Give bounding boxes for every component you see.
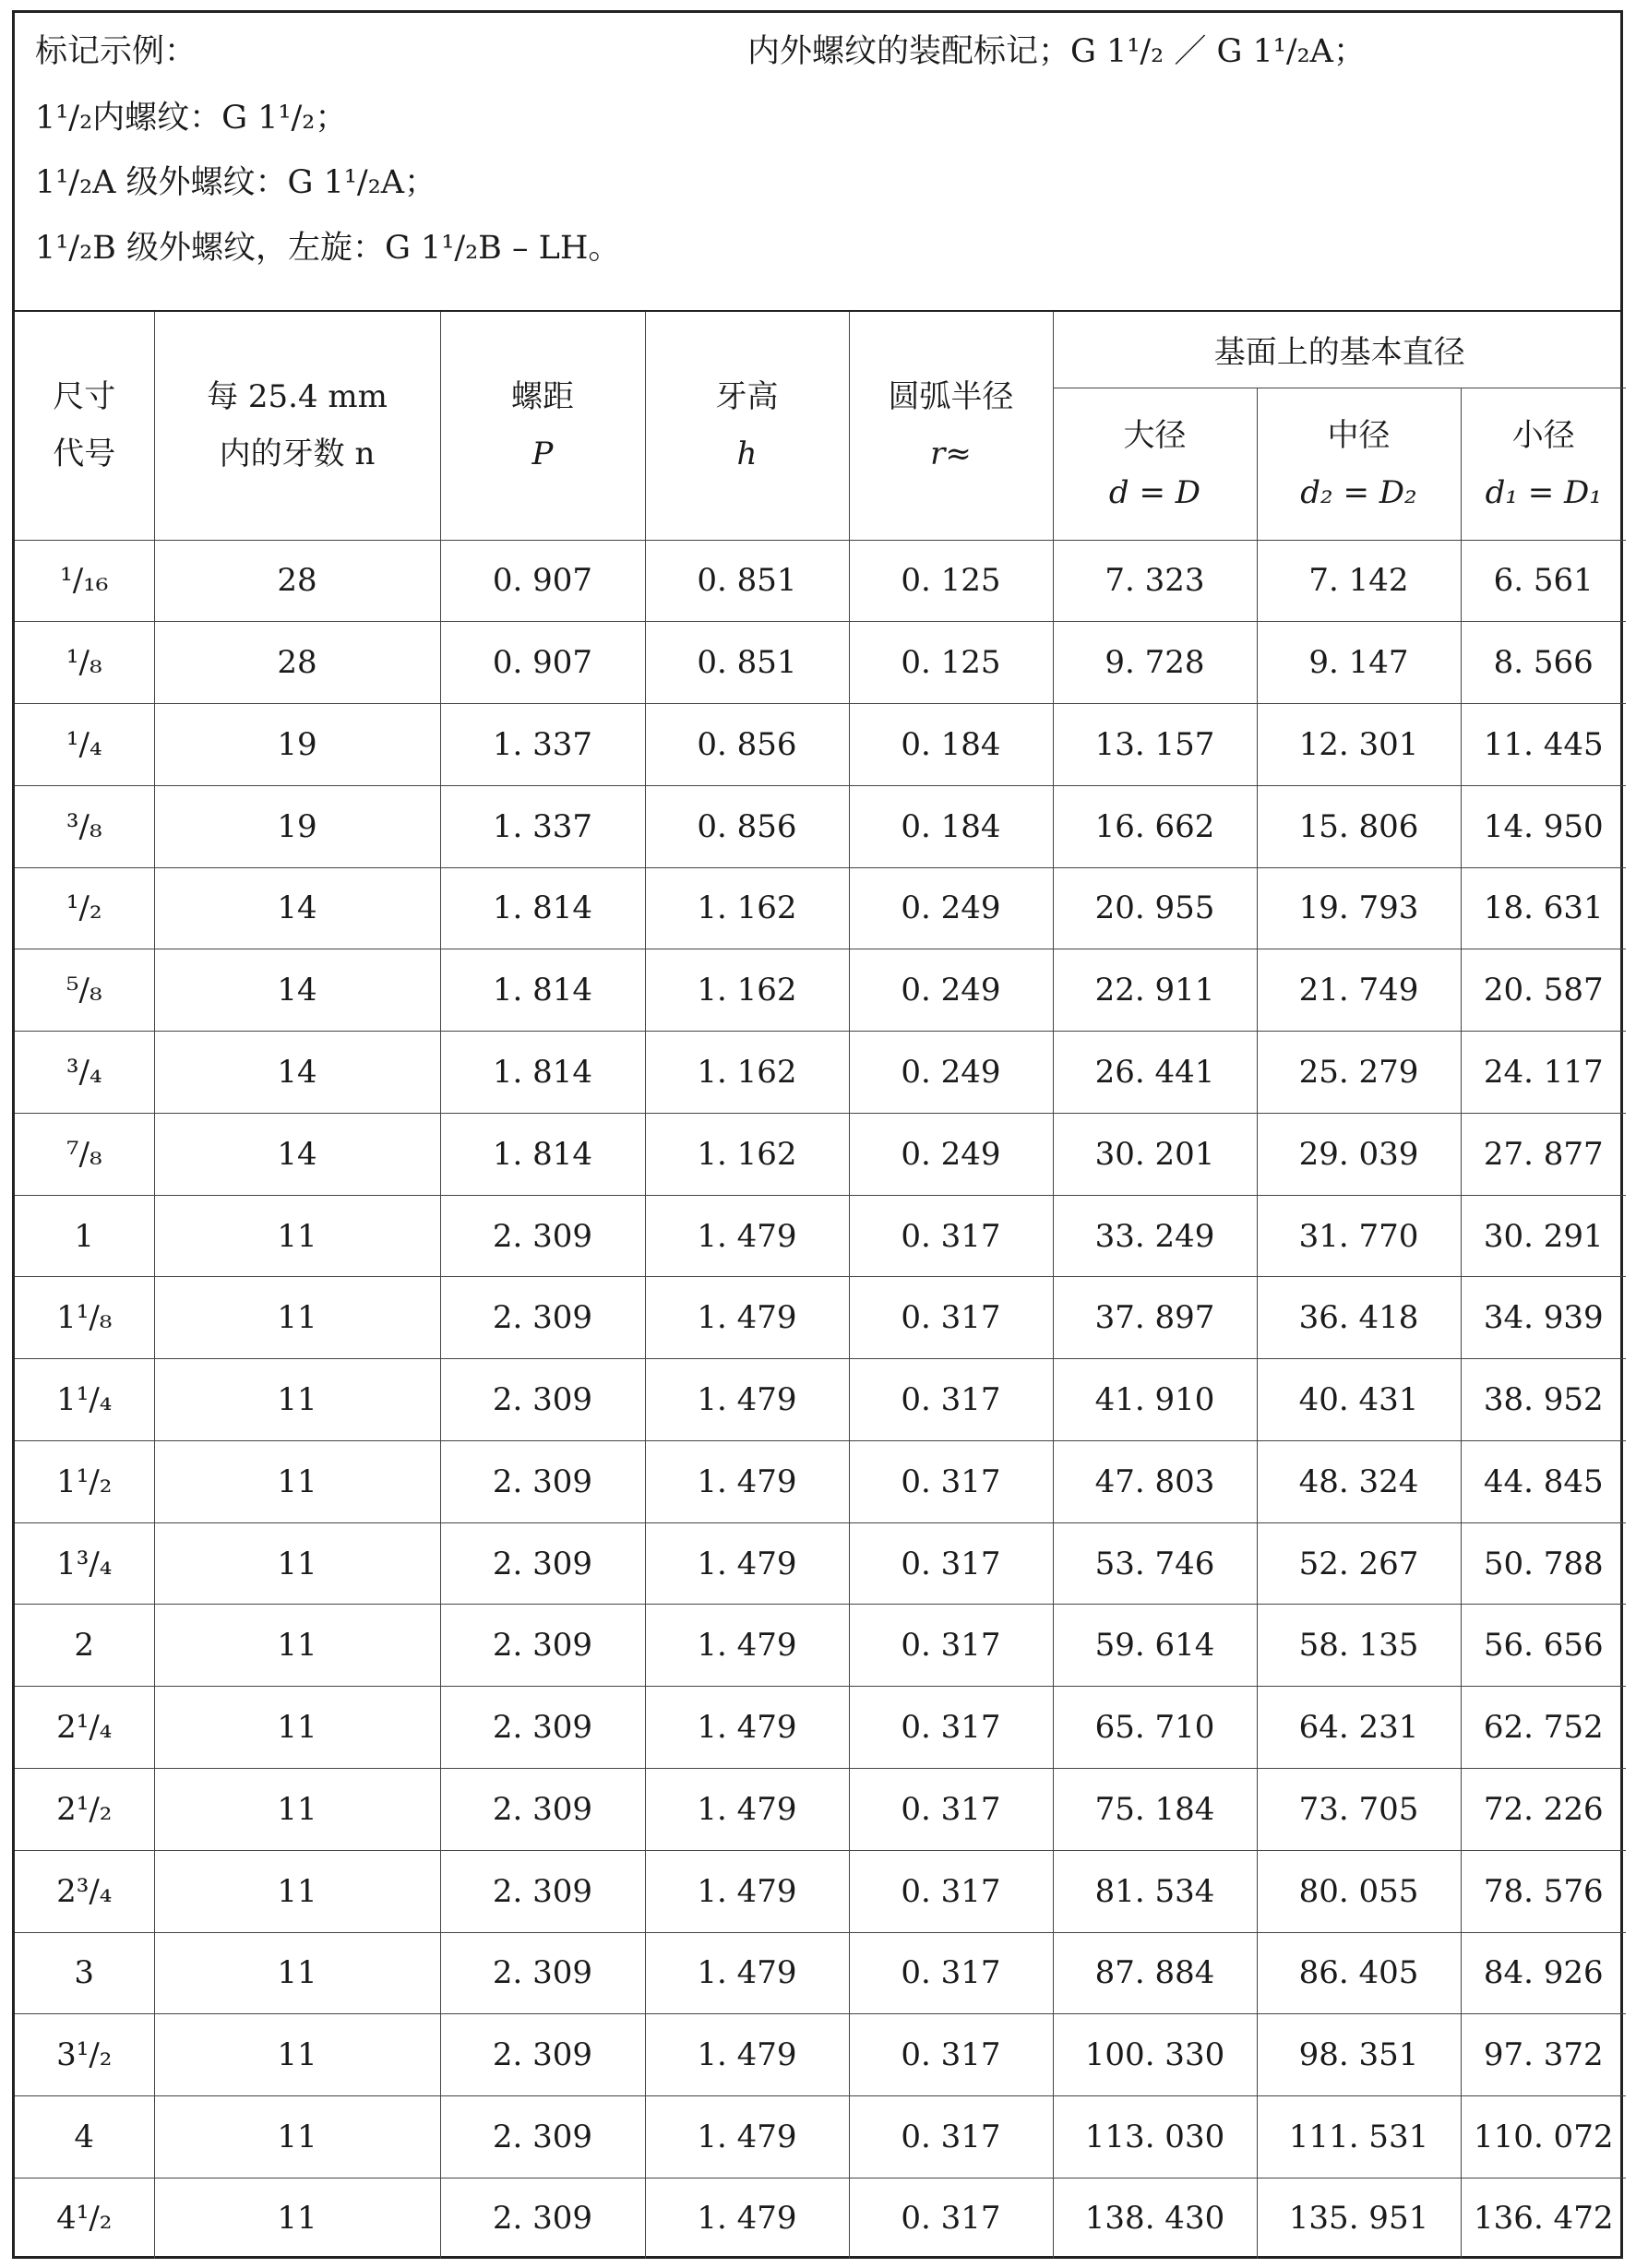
minor-diameter-cell: 62. 752 xyxy=(1461,1687,1626,1769)
pitch-diameter-cell: 98. 351 xyxy=(1257,2014,1461,2096)
size-code-cell: 2¹/₄ xyxy=(15,1687,154,1769)
marking-examples xyxy=(15,13,1620,312)
height-cell: 1. 479 xyxy=(645,1277,849,1359)
class-b-left-hand-marking: 1¹/₂B 级外螺纹，左旋：G 1¹/₂B – LH。 xyxy=(35,230,621,267)
height-cell: 0. 856 xyxy=(645,704,849,786)
threads-cell: 11 xyxy=(154,1687,440,1769)
pitch-diameter-cell: 73. 705 xyxy=(1257,1768,1461,1850)
radius-cell: 0. 317 xyxy=(849,1277,1053,1359)
pitch-diameter-cell: 19. 793 xyxy=(1257,867,1461,949)
pitch-diameter-cell: 7. 142 xyxy=(1257,540,1461,622)
thread-spec-sheet xyxy=(12,10,1623,2259)
size-code-cell: 2¹/₂ xyxy=(15,1768,154,1850)
pitch-diameter-cell: 58. 135 xyxy=(1257,1605,1461,1687)
table-row xyxy=(15,1687,1626,1769)
minor-diameter-cell: 38. 952 xyxy=(1461,1359,1626,1441)
threads-cell: 11 xyxy=(154,1195,440,1277)
minor-diameter-cell: 30. 291 xyxy=(1461,1195,1626,1277)
height-cell: 1. 162 xyxy=(645,867,849,949)
pitch-cell: 2. 309 xyxy=(440,1605,645,1687)
pitch-cell: 2. 309 xyxy=(440,2096,645,2178)
radius-cell: 0. 249 xyxy=(849,1113,1053,1195)
header-minor-diameter: 小径 d₁ = D₁ xyxy=(1461,388,1626,540)
radius-cell: 0. 317 xyxy=(849,1195,1053,1277)
major-diameter-cell: 75. 184 xyxy=(1053,1768,1257,1850)
pitch-cell: 1. 814 xyxy=(440,1113,645,1195)
radius-cell: 0. 317 xyxy=(849,2096,1053,2178)
height-cell: 1. 479 xyxy=(645,2178,849,2259)
table-row xyxy=(15,1113,1626,1195)
pitch-diameter-cell: 135. 951 xyxy=(1257,2178,1461,2259)
pitch-cell: 1. 337 xyxy=(440,704,645,786)
radius-cell: 0. 249 xyxy=(849,1032,1053,1114)
radius-cell: 0. 317 xyxy=(849,1605,1053,1687)
pitch-diameter-cell: 40. 431 xyxy=(1257,1359,1461,1441)
threads-cell: 14 xyxy=(154,949,440,1032)
minor-diameter-cell: 24. 117 xyxy=(1461,1032,1626,1114)
minor-diameter-cell: 11. 445 xyxy=(1461,704,1626,786)
header-threads-per-inch: 每 25.4 mm 内的牙数 n xyxy=(154,312,440,540)
height-cell: 1. 479 xyxy=(645,1932,849,2014)
threads-cell: 28 xyxy=(154,622,440,704)
height-cell: 0. 851 xyxy=(645,622,849,704)
threads-cell: 11 xyxy=(154,1605,440,1687)
pitch-diameter-cell: 48. 324 xyxy=(1257,1440,1461,1522)
height-cell: 1. 479 xyxy=(645,1359,849,1441)
major-diameter-cell: 13. 157 xyxy=(1053,704,1257,786)
size-code-cell: ¹/₁₆ xyxy=(15,540,154,622)
minor-diameter-cell: 50. 788 xyxy=(1461,1522,1626,1605)
size-code-cell: 4 xyxy=(15,2096,154,2178)
pitch-cell: 2. 309 xyxy=(440,2178,645,2259)
table-row xyxy=(15,1195,1626,1277)
major-diameter-cell: 65. 710 xyxy=(1053,1687,1257,1769)
table-row xyxy=(15,622,1626,704)
pitch-cell: 2. 309 xyxy=(440,1932,645,2014)
table-row xyxy=(15,1932,1626,2014)
minor-diameter-cell: 44. 845 xyxy=(1461,1440,1626,1522)
major-diameter-cell: 53. 746 xyxy=(1053,1522,1257,1605)
height-cell: 1. 479 xyxy=(645,1605,849,1687)
radius-cell: 0. 317 xyxy=(849,2014,1053,2096)
major-diameter-cell: 81. 534 xyxy=(1053,1850,1257,1932)
threads-cell: 11 xyxy=(154,1768,440,1850)
size-code-cell: ⁷/₈ xyxy=(15,1113,154,1195)
header-pitch-diameter: 中径 d₂ = D₂ xyxy=(1257,388,1461,540)
size-code-cell: 1¹/₈ xyxy=(15,1277,154,1359)
pitch-diameter-cell: 12. 301 xyxy=(1257,704,1461,786)
size-code-cell: ¹/₈ xyxy=(15,622,154,704)
minor-diameter-cell: 110. 072 xyxy=(1461,2096,1626,2178)
size-code-cell: 1¹/₄ xyxy=(15,1359,154,1441)
size-code-cell: 1³/₄ xyxy=(15,1522,154,1605)
table-row xyxy=(15,2096,1626,2178)
threads-cell: 11 xyxy=(154,2014,440,2096)
pitch-diameter-cell: 111. 531 xyxy=(1257,2096,1461,2178)
minor-diameter-cell: 6. 561 xyxy=(1461,540,1626,622)
radius-cell: 0. 317 xyxy=(849,1687,1053,1769)
header-thread-height: 牙高 h xyxy=(645,312,849,540)
table-row xyxy=(15,2014,1626,2096)
minor-diameter-cell: 34. 939 xyxy=(1461,1277,1626,1359)
minor-diameter-cell: 27. 877 xyxy=(1461,1113,1626,1195)
major-diameter-cell: 16. 662 xyxy=(1053,785,1257,867)
class-a-external-marking: 1¹/₂A 级外螺纹：G 1¹/₂A； xyxy=(35,164,437,201)
major-diameter-cell: 20. 955 xyxy=(1053,867,1257,949)
major-diameter-cell: 100. 330 xyxy=(1053,2014,1257,2096)
table-row xyxy=(15,540,1626,622)
pitch-cell: 1. 337 xyxy=(440,785,645,867)
threads-cell: 11 xyxy=(154,2096,440,2178)
table-row xyxy=(15,1522,1626,1605)
threads-cell: 11 xyxy=(154,1932,440,2014)
radius-cell: 0. 317 xyxy=(849,1522,1053,1605)
pitch-cell: 2. 309 xyxy=(440,1440,645,1522)
header-arc-radius: 圆弧半径 r≈ xyxy=(849,312,1053,540)
pitch-diameter-cell: 52. 267 xyxy=(1257,1522,1461,1605)
size-code-cell: ³/₄ xyxy=(15,1032,154,1114)
pitch-cell: 2. 309 xyxy=(440,1768,645,1850)
threads-cell: 11 xyxy=(154,1440,440,1522)
threads-cell: 19 xyxy=(154,704,440,786)
height-cell: 1. 479 xyxy=(645,2096,849,2178)
pitch-cell: 2. 309 xyxy=(440,1277,645,1359)
table-row xyxy=(15,1768,1626,1850)
thread-dimension-table xyxy=(15,312,1620,2259)
threads-cell: 11 xyxy=(154,1277,440,1359)
table-row xyxy=(15,2178,1626,2259)
minor-diameter-cell: 84. 926 xyxy=(1461,1932,1626,2014)
radius-cell: 0. 317 xyxy=(849,1440,1053,1522)
height-cell: 1. 479 xyxy=(645,1768,849,1850)
pitch-cell: 2. 309 xyxy=(440,1522,645,1605)
minor-diameter-cell: 56. 656 xyxy=(1461,1605,1626,1687)
header-pitch: 螺距 P xyxy=(440,312,645,540)
header-major-diameter: 大径 d = D xyxy=(1053,388,1257,540)
pitch-diameter-cell: 86. 405 xyxy=(1257,1932,1461,2014)
pitch-cell: 2. 309 xyxy=(440,1850,645,1932)
pitch-diameter-cell: 36. 418 xyxy=(1257,1277,1461,1359)
size-code-cell: ¹/₄ xyxy=(15,704,154,786)
threads-cell: 28 xyxy=(154,540,440,622)
radius-cell: 0. 317 xyxy=(849,2178,1053,2259)
pitch-cell: 0. 907 xyxy=(440,622,645,704)
major-diameter-cell: 87. 884 xyxy=(1053,1932,1257,2014)
major-diameter-cell: 138. 430 xyxy=(1053,2178,1257,2259)
pitch-diameter-cell: 80. 055 xyxy=(1257,1850,1461,1932)
pitch-diameter-cell: 21. 749 xyxy=(1257,949,1461,1032)
size-code-cell: ¹/₂ xyxy=(15,867,154,949)
threads-cell: 14 xyxy=(154,1113,440,1195)
threads-cell: 14 xyxy=(154,867,440,949)
pitch-cell: 1. 814 xyxy=(440,867,645,949)
major-diameter-cell: 30. 201 xyxy=(1053,1113,1257,1195)
table-row xyxy=(15,1359,1626,1441)
minor-diameter-cell: 20. 587 xyxy=(1461,949,1626,1032)
pitch-diameter-cell: 31. 770 xyxy=(1257,1195,1461,1277)
table-row xyxy=(15,785,1626,867)
pitch-cell: 1. 814 xyxy=(440,1032,645,1114)
major-diameter-cell: 41. 910 xyxy=(1053,1359,1257,1441)
pitch-cell: 0. 907 xyxy=(440,540,645,622)
minor-diameter-cell: 78. 576 xyxy=(1461,1850,1626,1932)
minor-diameter-cell: 97. 372 xyxy=(1461,2014,1626,2096)
pitch-diameter-cell: 15. 806 xyxy=(1257,785,1461,867)
minor-diameter-cell: 136. 472 xyxy=(1461,2178,1626,2259)
table-header xyxy=(15,312,1626,540)
size-code-cell: 4¹/₂ xyxy=(15,2178,154,2259)
major-diameter-cell: 22. 911 xyxy=(1053,949,1257,1032)
threads-cell: 11 xyxy=(154,1850,440,1932)
threads-cell: 14 xyxy=(154,1032,440,1114)
header-basic-diameter: 基面上的基本直径 xyxy=(1053,312,1626,388)
size-code-cell: 3 xyxy=(15,1932,154,2014)
radius-cell: 0. 125 xyxy=(849,622,1053,704)
height-cell: 1. 162 xyxy=(645,949,849,1032)
size-code-cell: ³/₈ xyxy=(15,785,154,867)
size-code-cell: 3¹/₂ xyxy=(15,2014,154,2096)
table-row xyxy=(15,1605,1626,1687)
major-diameter-cell: 37. 897 xyxy=(1053,1277,1257,1359)
height-cell: 1. 479 xyxy=(645,2014,849,2096)
height-cell: 1. 162 xyxy=(645,1113,849,1195)
threads-cell: 11 xyxy=(154,1522,440,1605)
internal-thread-marking: 1¹/₂内螺纹：G 1¹/₂； xyxy=(35,100,348,137)
table-row xyxy=(15,1850,1626,1932)
height-cell: 1. 479 xyxy=(645,1687,849,1769)
major-diameter-cell: 113. 030 xyxy=(1053,2096,1257,2178)
table-row xyxy=(15,949,1626,1032)
pitch-cell: 2. 309 xyxy=(440,1687,645,1769)
height-cell: 1. 479 xyxy=(645,1522,849,1605)
major-diameter-cell: 7. 323 xyxy=(1053,540,1257,622)
minor-diameter-cell: 8. 566 xyxy=(1461,622,1626,704)
table-row xyxy=(15,704,1626,786)
size-code-cell: 1¹/₂ xyxy=(15,1440,154,1522)
radius-cell: 0. 317 xyxy=(849,1850,1053,1932)
size-code-cell: 1 xyxy=(15,1195,154,1277)
major-diameter-cell: 9. 728 xyxy=(1053,622,1257,704)
table-row xyxy=(15,1440,1626,1522)
radius-cell: 0. 317 xyxy=(849,1768,1053,1850)
header-size-code: 尺寸 代号 xyxy=(15,312,154,540)
height-cell: 0. 851 xyxy=(645,540,849,622)
table-row xyxy=(15,867,1626,949)
threads-cell: 19 xyxy=(154,785,440,867)
table-body xyxy=(15,540,1626,2259)
height-cell: 0. 856 xyxy=(645,785,849,867)
threads-cell: 11 xyxy=(154,2178,440,2259)
threads-cell: 11 xyxy=(154,1359,440,1441)
radius-cell: 0. 317 xyxy=(849,1932,1053,2014)
major-diameter-cell: 33. 249 xyxy=(1053,1195,1257,1277)
pitch-cell: 2. 309 xyxy=(440,1359,645,1441)
minor-diameter-cell: 14. 950 xyxy=(1461,785,1626,867)
height-cell: 1. 479 xyxy=(645,1195,849,1277)
radius-cell: 0. 317 xyxy=(849,1359,1053,1441)
major-diameter-cell: 59. 614 xyxy=(1053,1605,1257,1687)
pitch-cell: 1. 814 xyxy=(440,949,645,1032)
height-cell: 1. 479 xyxy=(645,1440,849,1522)
pitch-cell: 2. 309 xyxy=(440,1195,645,1277)
pitch-diameter-cell: 29. 039 xyxy=(1257,1113,1461,1195)
major-diameter-cell: 26. 441 xyxy=(1053,1032,1257,1114)
radius-cell: 0. 125 xyxy=(849,540,1053,622)
examples-heading: 标记示例： xyxy=(35,33,197,70)
size-code-cell: 2³/₄ xyxy=(15,1850,154,1932)
radius-cell: 0. 184 xyxy=(849,785,1053,867)
minor-diameter-cell: 72. 226 xyxy=(1461,1768,1626,1850)
major-diameter-cell: 47. 803 xyxy=(1053,1440,1257,1522)
minor-diameter-cell: 18. 631 xyxy=(1461,867,1626,949)
assembly-marking: 内外螺纹的装配标记；G 1¹/₂ ／ G 1¹/₂A； xyxy=(747,33,1366,70)
pitch-diameter-cell: 64. 231 xyxy=(1257,1687,1461,1769)
pitch-diameter-cell: 25. 279 xyxy=(1257,1032,1461,1114)
size-code-cell: ⁵/₈ xyxy=(15,949,154,1032)
radius-cell: 0. 184 xyxy=(849,704,1053,786)
height-cell: 1. 479 xyxy=(645,1850,849,1932)
pitch-diameter-cell: 9. 147 xyxy=(1257,622,1461,704)
table-row xyxy=(15,1277,1626,1359)
size-code-cell: 2 xyxy=(15,1605,154,1687)
height-cell: 1. 162 xyxy=(645,1032,849,1114)
radius-cell: 0. 249 xyxy=(849,949,1053,1032)
table-row xyxy=(15,1032,1626,1114)
radius-cell: 0. 249 xyxy=(849,867,1053,949)
pitch-cell: 2. 309 xyxy=(440,2014,645,2096)
